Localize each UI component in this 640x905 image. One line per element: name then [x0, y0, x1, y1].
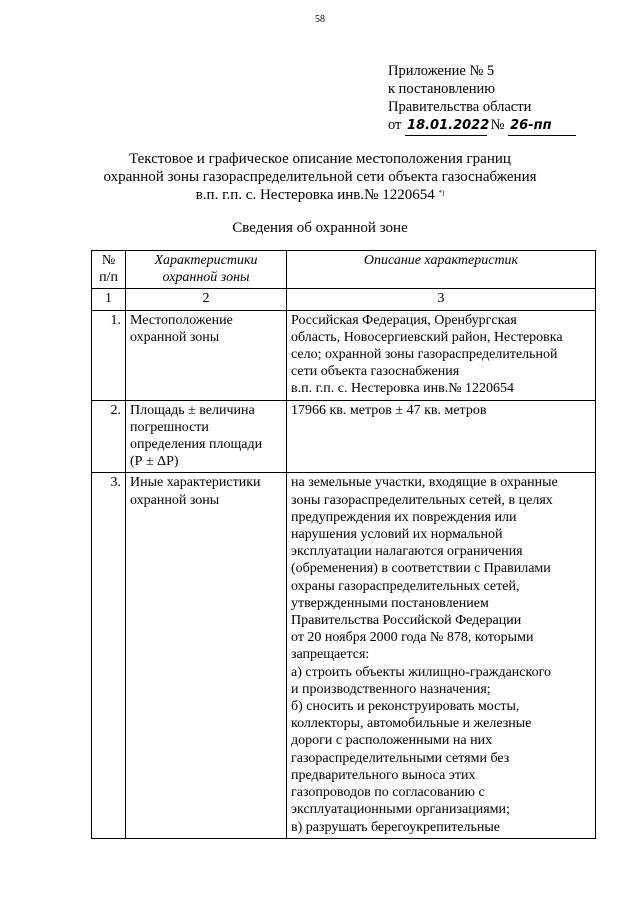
text-line: газопроводов по согласованию с [291, 785, 485, 801]
header-characteristic-line-2: охранной зоны [162, 270, 250, 286]
row-characteristic [126, 310, 287, 400]
title-line-3-text: в.п. г.п. с. Нестеровка инв.№ 1220654 [195, 187, 435, 203]
row-characteristic [126, 473, 287, 838]
text-line: в.п. г.п. с. Нестеровка инв.№ 1220654 [291, 381, 515, 397]
text-line: определения площади [130, 437, 263, 453]
zone-info-table [91, 250, 596, 839]
appendix-line-3: Правительства области [388, 99, 532, 115]
table-row [92, 310, 596, 400]
text-line: погрешности [130, 419, 209, 435]
text-line: сети объекта газоснабжения [291, 364, 460, 380]
text-line: Площадь ± величина [130, 402, 255, 418]
page-number: 58 [315, 14, 325, 25]
row-number: 1. [92, 310, 126, 400]
text-line: (Р ± ΔР) [130, 454, 179, 470]
header-characteristic [126, 251, 287, 289]
appendix-line-1: Приложение № 5 [388, 63, 495, 79]
text-line: и производственного назначения; [291, 681, 491, 697]
row-number: 2. [92, 400, 126, 473]
appendix-date-line [388, 116, 576, 136]
text-line: дороги с расположенными на них [291, 733, 493, 749]
title-line-1: Текстовое и графическое описание местоположения границ [129, 151, 511, 167]
row-number: 3. [92, 473, 126, 838]
text-line: эксплуатационными организациями; [291, 802, 510, 818]
text-line: запрещается: [291, 647, 370, 663]
appendix-line-2: к постановлению [388, 81, 496, 97]
index-cell-2: 2 [126, 289, 287, 310]
header-description: Описание характеристик [287, 251, 596, 289]
table-row [92, 473, 596, 838]
from-label: от [388, 117, 402, 133]
text-line: Правительства Российской Федерации [291, 613, 522, 629]
text-line: предупреждения их повреждения или [291, 509, 517, 525]
text-line: газораспределительными сетями без [291, 750, 510, 766]
index-row [92, 289, 596, 310]
text-line: предварительного выноса этих [291, 767, 476, 783]
title-line-3 [0, 186, 640, 204]
text-line: охраны газораспределительных сетей, [291, 578, 520, 594]
index-cell-1: 1 [92, 289, 126, 310]
number-label: № [490, 117, 505, 133]
text-line: а) строить объекты жилищно-гражданского [291, 664, 551, 680]
text-line: (обременения) в соответствии с Правилами [291, 561, 551, 577]
document-title [0, 150, 640, 204]
text-line: охранной зоны [130, 329, 220, 345]
header-number-line-1: № [101, 253, 116, 268]
table-row [92, 400, 596, 473]
text-line: область, Новосергиевский район, Нестеровка [291, 329, 563, 345]
row-description [287, 400, 596, 473]
text-line: коллекторы, автомобильные и железные [291, 716, 532, 732]
section-heading: Сведения об охранной зоне [232, 220, 408, 236]
row-description [287, 310, 596, 400]
text-line: нарушения условий их нормальной [291, 527, 503, 543]
text-line: б) сносить и реконструировать мосты, [291, 699, 520, 715]
row-description [287, 473, 596, 838]
text-line: охранной зоны [130, 492, 220, 508]
header-number-line-2: п/п [99, 270, 118, 286]
table-header-row [92, 251, 596, 289]
text-line: Российская Федерация, Оренбургская [291, 312, 517, 328]
handwritten-number: 26-пп [508, 117, 576, 136]
header-number [92, 251, 126, 289]
text-line: зоны газораспределительных сетей, в целях [291, 492, 553, 508]
text-line: 17966 кв. метров ± 47 кв. метров [291, 402, 487, 418]
handwritten-date: 18.01.2022 [405, 117, 487, 136]
appendix-block [388, 62, 576, 136]
title-line-2: охранной зоны газораспределительной сети объекта газоснабжения [103, 169, 537, 185]
text-line: в) разрушать берегоукрепительные [291, 819, 501, 835]
text-line: село; охранной зоны газораспределительной [291, 347, 558, 363]
text-line: от 20 ноября 2000 года № 878, которыми [291, 630, 534, 646]
text-line: Иные характеристики [130, 475, 261, 491]
index-cell-3: 3 [287, 289, 596, 310]
footnote-mark: *) [438, 189, 445, 197]
header-characteristic-line-1: Характеристики [154, 253, 258, 268]
text-line: Местоположение [130, 312, 233, 328]
text-line: эксплуатации налагаются ограничения [291, 544, 523, 560]
text-line: утвержденными постановлением [291, 595, 489, 611]
row-characteristic [126, 400, 287, 473]
text-line: на земельные участки, входящие в охранные [291, 475, 558, 491]
